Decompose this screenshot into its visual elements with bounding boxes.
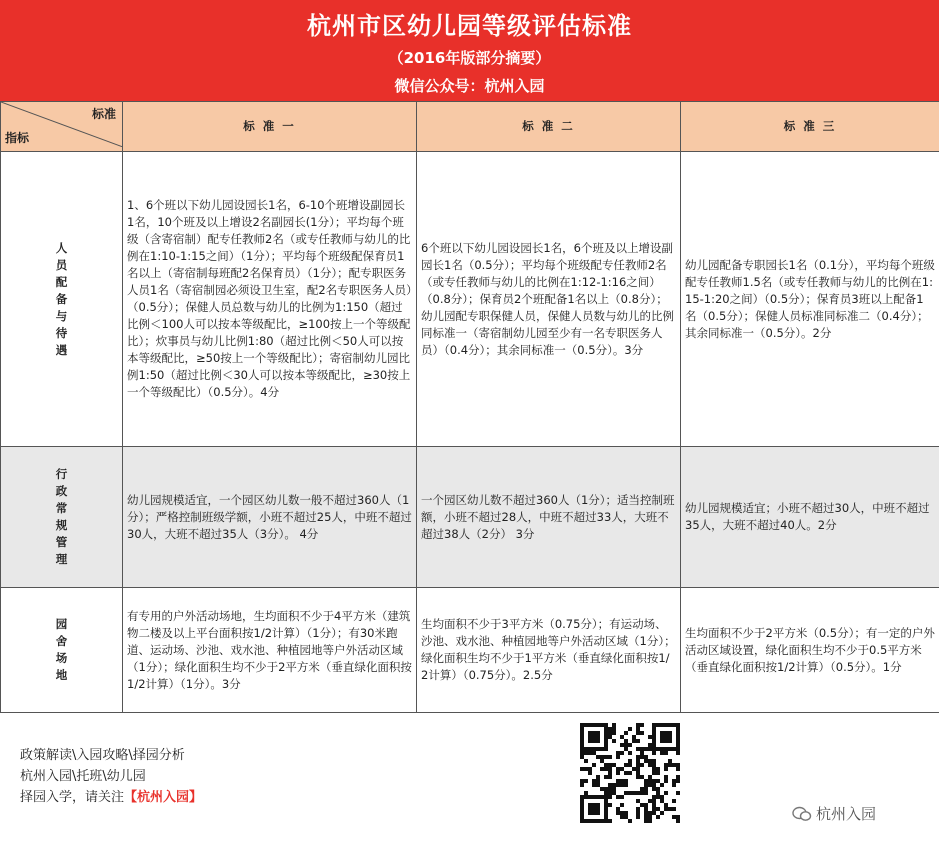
- table-cell: 生均面积不少于2平方米（0.5分）；有一定的户外活动区域设置，绿化面积生均不少于0.5平方米（垂直绿化面积按1/2计算）（0.5分）。1分: [681, 588, 939, 713]
- wechat-account-line: 微信公众号：杭州入园: [394, 77, 545, 95]
- table-row: [1, 447, 939, 588]
- table-cell: 生均面积不少于3平方米（0.75分）；有运动场、沙池、戏水池、种植园地等户外活动区域（1分）；绿化面积生均不少于1平方米（垂直绿化面积按1/2计算）（0.75分）。2.5分: [417, 588, 681, 713]
- standards-table: [0, 101, 939, 713]
- brand-label: 杭州入园: [816, 805, 877, 823]
- brand-watermark: [792, 803, 876, 824]
- qr-code-graphic: [580, 723, 680, 823]
- wechat-icon: [792, 806, 812, 822]
- column-header-standard-1: 标 准 一: [123, 102, 417, 152]
- corner-standard-label: 标准: [91, 107, 116, 121]
- table-cell: 有专用的户外活动场地，生均面积不少于4平方米（建筑物二楼及以上平台面积按1/2计算）（1分）；有30米跑道、运动场、沙池、戏水池、种植园地等户外活动区域（1分）；绿化面积生均不少于2平方米（垂直绿化面积按1/2计算）（1分）。3分: [123, 588, 417, 713]
- page-title: 杭州市区幼儿园等级评估标准: [307, 12, 632, 40]
- table-cell: 幼儿园规模适宜；小班不超过30人，中班不超过35人，大班不超过40人。2分: [681, 447, 939, 588]
- column-header-standard-2: 标 准 二: [417, 102, 681, 152]
- table-header-row: [1, 102, 939, 152]
- qr-code-icon[interactable]: [580, 723, 680, 823]
- footer-line-2: 杭州入园\托班\幼儿园: [20, 769, 146, 784]
- table-row: [1, 152, 939, 447]
- corner-indicator-label: 指标: [5, 131, 30, 145]
- row-header-administration: 行政常规管理: [1, 447, 123, 588]
- row-header-facilities: 园舍场地: [1, 588, 123, 713]
- column-header-standard-3: 标 准 三: [681, 102, 939, 152]
- table-cell: 6个班以下幼儿园设园长1名，6个班及以上增设副园长1名（0.5分）；平均每个班级配专任教师2名（或专任教师与幼儿的比例在1:12-1:16之间）（0.8分）；保育员2个班配备1名以上（0.8分）；幼儿园配专职保健人员，保健人员数与幼儿的比例同标准一（寄宿制幼儿园至少有一名专职医务人员）（0.4分）；其余同标准一（0.5分）。3分: [417, 152, 681, 447]
- table-row: [1, 588, 939, 713]
- page-subtitle: （2016年版部分摘要）: [388, 49, 551, 67]
- row-header-staffing: 人员配备与待遇: [1, 152, 123, 447]
- table-cell: 幼儿园配备专职园长1名（0.1分），平均每个班级配专任教师1.5名（或专任教师与幼儿的比例在1:15-1:20之间）（0.5分）；保育员3班以上配备1名（0.5分）；保健人员标准同标准二（0.4分）；其余同标准一（0.5分）。2分: [681, 152, 939, 447]
- table-cell: 幼儿园规模适宜，一个园区幼儿数一般不超过360人（1分）；严格控制班级学额，小班不超过25人，中班不超过30人，大班不超过35人（3分）。 4分: [123, 447, 417, 588]
- table-cell: 一个园区幼儿数不超过360人（1分）；适当控制班额，小班不超过28人，中班不超过33人，大班不超过38人（2分） 3分: [417, 447, 681, 588]
- footer-highlight: 【杭州入园】: [124, 790, 203, 805]
- footer-line-1: 政策解读\入园攻略\择园分析: [20, 748, 185, 763]
- title-banner: [0, 0, 939, 101]
- table-cell: 1、6个班以下幼儿园设园长1名，6-10个班增设副园长1名，10个班及以上增设2名副园长(1分）；平均每个班级（含寄宿制）配专任教师2名（或专任教师与幼儿的比例在1:10-1:15之间）（1分）；平均每个班级配保育员1名以上（寄宿制每班配2名保育员）（1分）；配专职医务人员1名（寄宿制园必须设卫生室，配2名专职医务人员）（0.5分）；保健人员总数与幼儿的比例为1:150（超过比例＜100人可以按本等级配比，≥100按上一个等级配比）；炊事员与幼儿比例1:80（超过比例＜50人可以按本等级配比，≥50按上一个等级配比）；寄宿制幼儿园比例1:50（超过比例＜30人可以按本等级配比，≥30按上一个等级配比）（0.5分）。4分: [123, 152, 417, 447]
- corner-header-cell: [1, 102, 123, 152]
- footer-text: [20, 745, 202, 808]
- footer-line-3: 择园入学，请关注【杭州入园】: [20, 790, 203, 805]
